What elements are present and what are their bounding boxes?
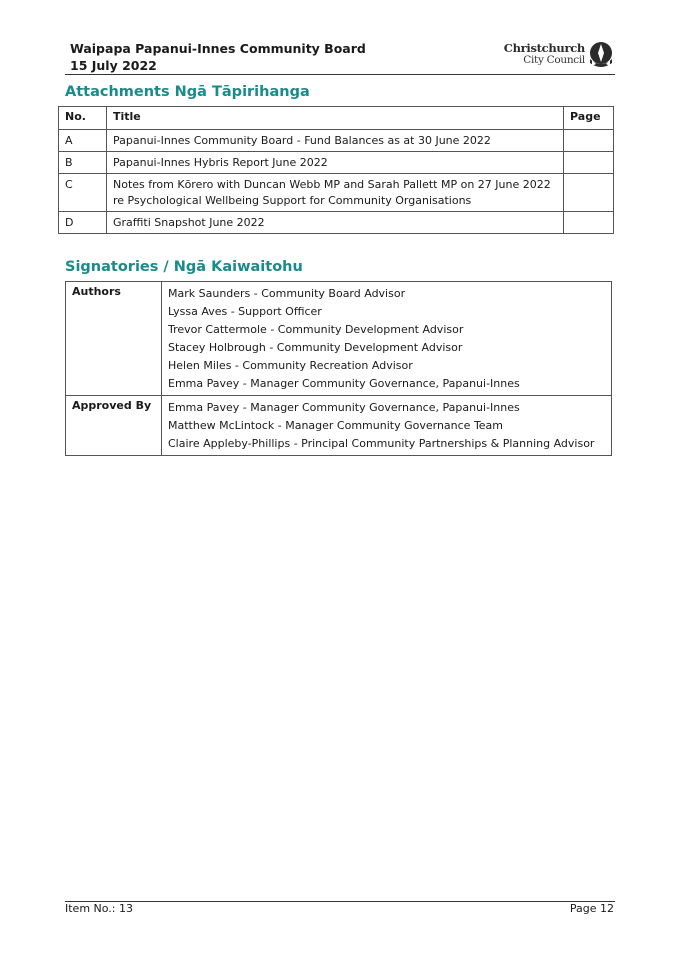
- attachment-no: C: [59, 174, 107, 212]
- attachment-title[interactable]: Notes from Kōrero with Duncan Webb MP and Sarah Pallett MP on 27 June 2022 re Psychological Wellbeing Support for Community Organisations: [107, 174, 564, 212]
- signatory-name: Lyssa Aves - Support Officer: [168, 305, 322, 318]
- item-number: Item No.: 13: [65, 902, 133, 915]
- attachments-heading: Attachments Ngā Tāpirihanga: [65, 84, 310, 100]
- table-row: [59, 212, 614, 234]
- attachments-table: [58, 106, 614, 234]
- signatory-name: Emma Pavey - Manager Community Governance, Papanui-Innes: [168, 377, 520, 390]
- attachment-title[interactable]: Graffiti Snapshot June 2022: [107, 212, 564, 234]
- signatory-role: Approved By: [66, 396, 162, 456]
- header-divider: [65, 74, 615, 75]
- page-number: Page 12: [569, 902, 614, 915]
- table-row: [59, 130, 614, 152]
- signatory-role: Authors: [66, 282, 162, 396]
- signatory-name: Emma Pavey - Manager Community Governance, Papanui-Innes: [168, 401, 520, 414]
- table-row: [66, 396, 612, 456]
- cathedral-emblem-icon: [587, 41, 615, 69]
- attachment-no: B: [59, 152, 107, 174]
- council-logo: [503, 41, 615, 69]
- column-header-page: Page: [564, 107, 614, 130]
- table-header-row: [59, 107, 614, 130]
- signatory-name: Mark Saunders - Community Board Advisor: [168, 287, 406, 300]
- signatory-name: Matthew McLintock - Manager Community Governance Team: [168, 419, 504, 432]
- signatories-table: [65, 281, 612, 456]
- attachment-page: [564, 174, 614, 212]
- signatory-names: [162, 282, 612, 396]
- signatory-name: Claire Appleby-Phillips - Principal Community Partnerships & Planning Advisor: [168, 437, 595, 450]
- signatory-name: Trevor Cattermole - Community Development Advisor: [168, 323, 464, 336]
- signatory-names: [162, 396, 612, 456]
- meeting-date: 15 July 2022: [70, 58, 157, 73]
- signatories-heading: Signatories / Ngā Kaiwaitohu: [65, 259, 303, 275]
- attachment-no: A: [59, 130, 107, 152]
- column-header-title: Title: [107, 107, 564, 130]
- footer-divider: [65, 901, 615, 902]
- attachment-no: D: [59, 212, 107, 234]
- logo-line-1: Christchurch: [503, 41, 585, 55]
- signatory-name: Helen Miles - Community Recreation Advisor: [168, 359, 413, 372]
- attachment-title[interactable]: Papanui-Innes Community Board - Fund Balances as at 30 June 2022: [107, 130, 564, 152]
- table-row: [66, 282, 612, 396]
- attachment-page: [564, 130, 614, 152]
- signatory-name: Stacey Holbrough - Community Development Advisor: [168, 341, 463, 354]
- attachment-page: [564, 152, 614, 174]
- logo-line-2: City Council: [523, 54, 585, 66]
- attachment-page: [564, 212, 614, 234]
- page-header: [70, 40, 615, 74]
- table-row: [59, 174, 614, 212]
- table-row: [59, 152, 614, 174]
- column-header-no: No.: [59, 107, 107, 130]
- attachment-title[interactable]: Papanui-Innes Hybris Report June 2022: [107, 152, 564, 174]
- board-name: Waipapa Papanui-Innes Community Board: [70, 41, 366, 56]
